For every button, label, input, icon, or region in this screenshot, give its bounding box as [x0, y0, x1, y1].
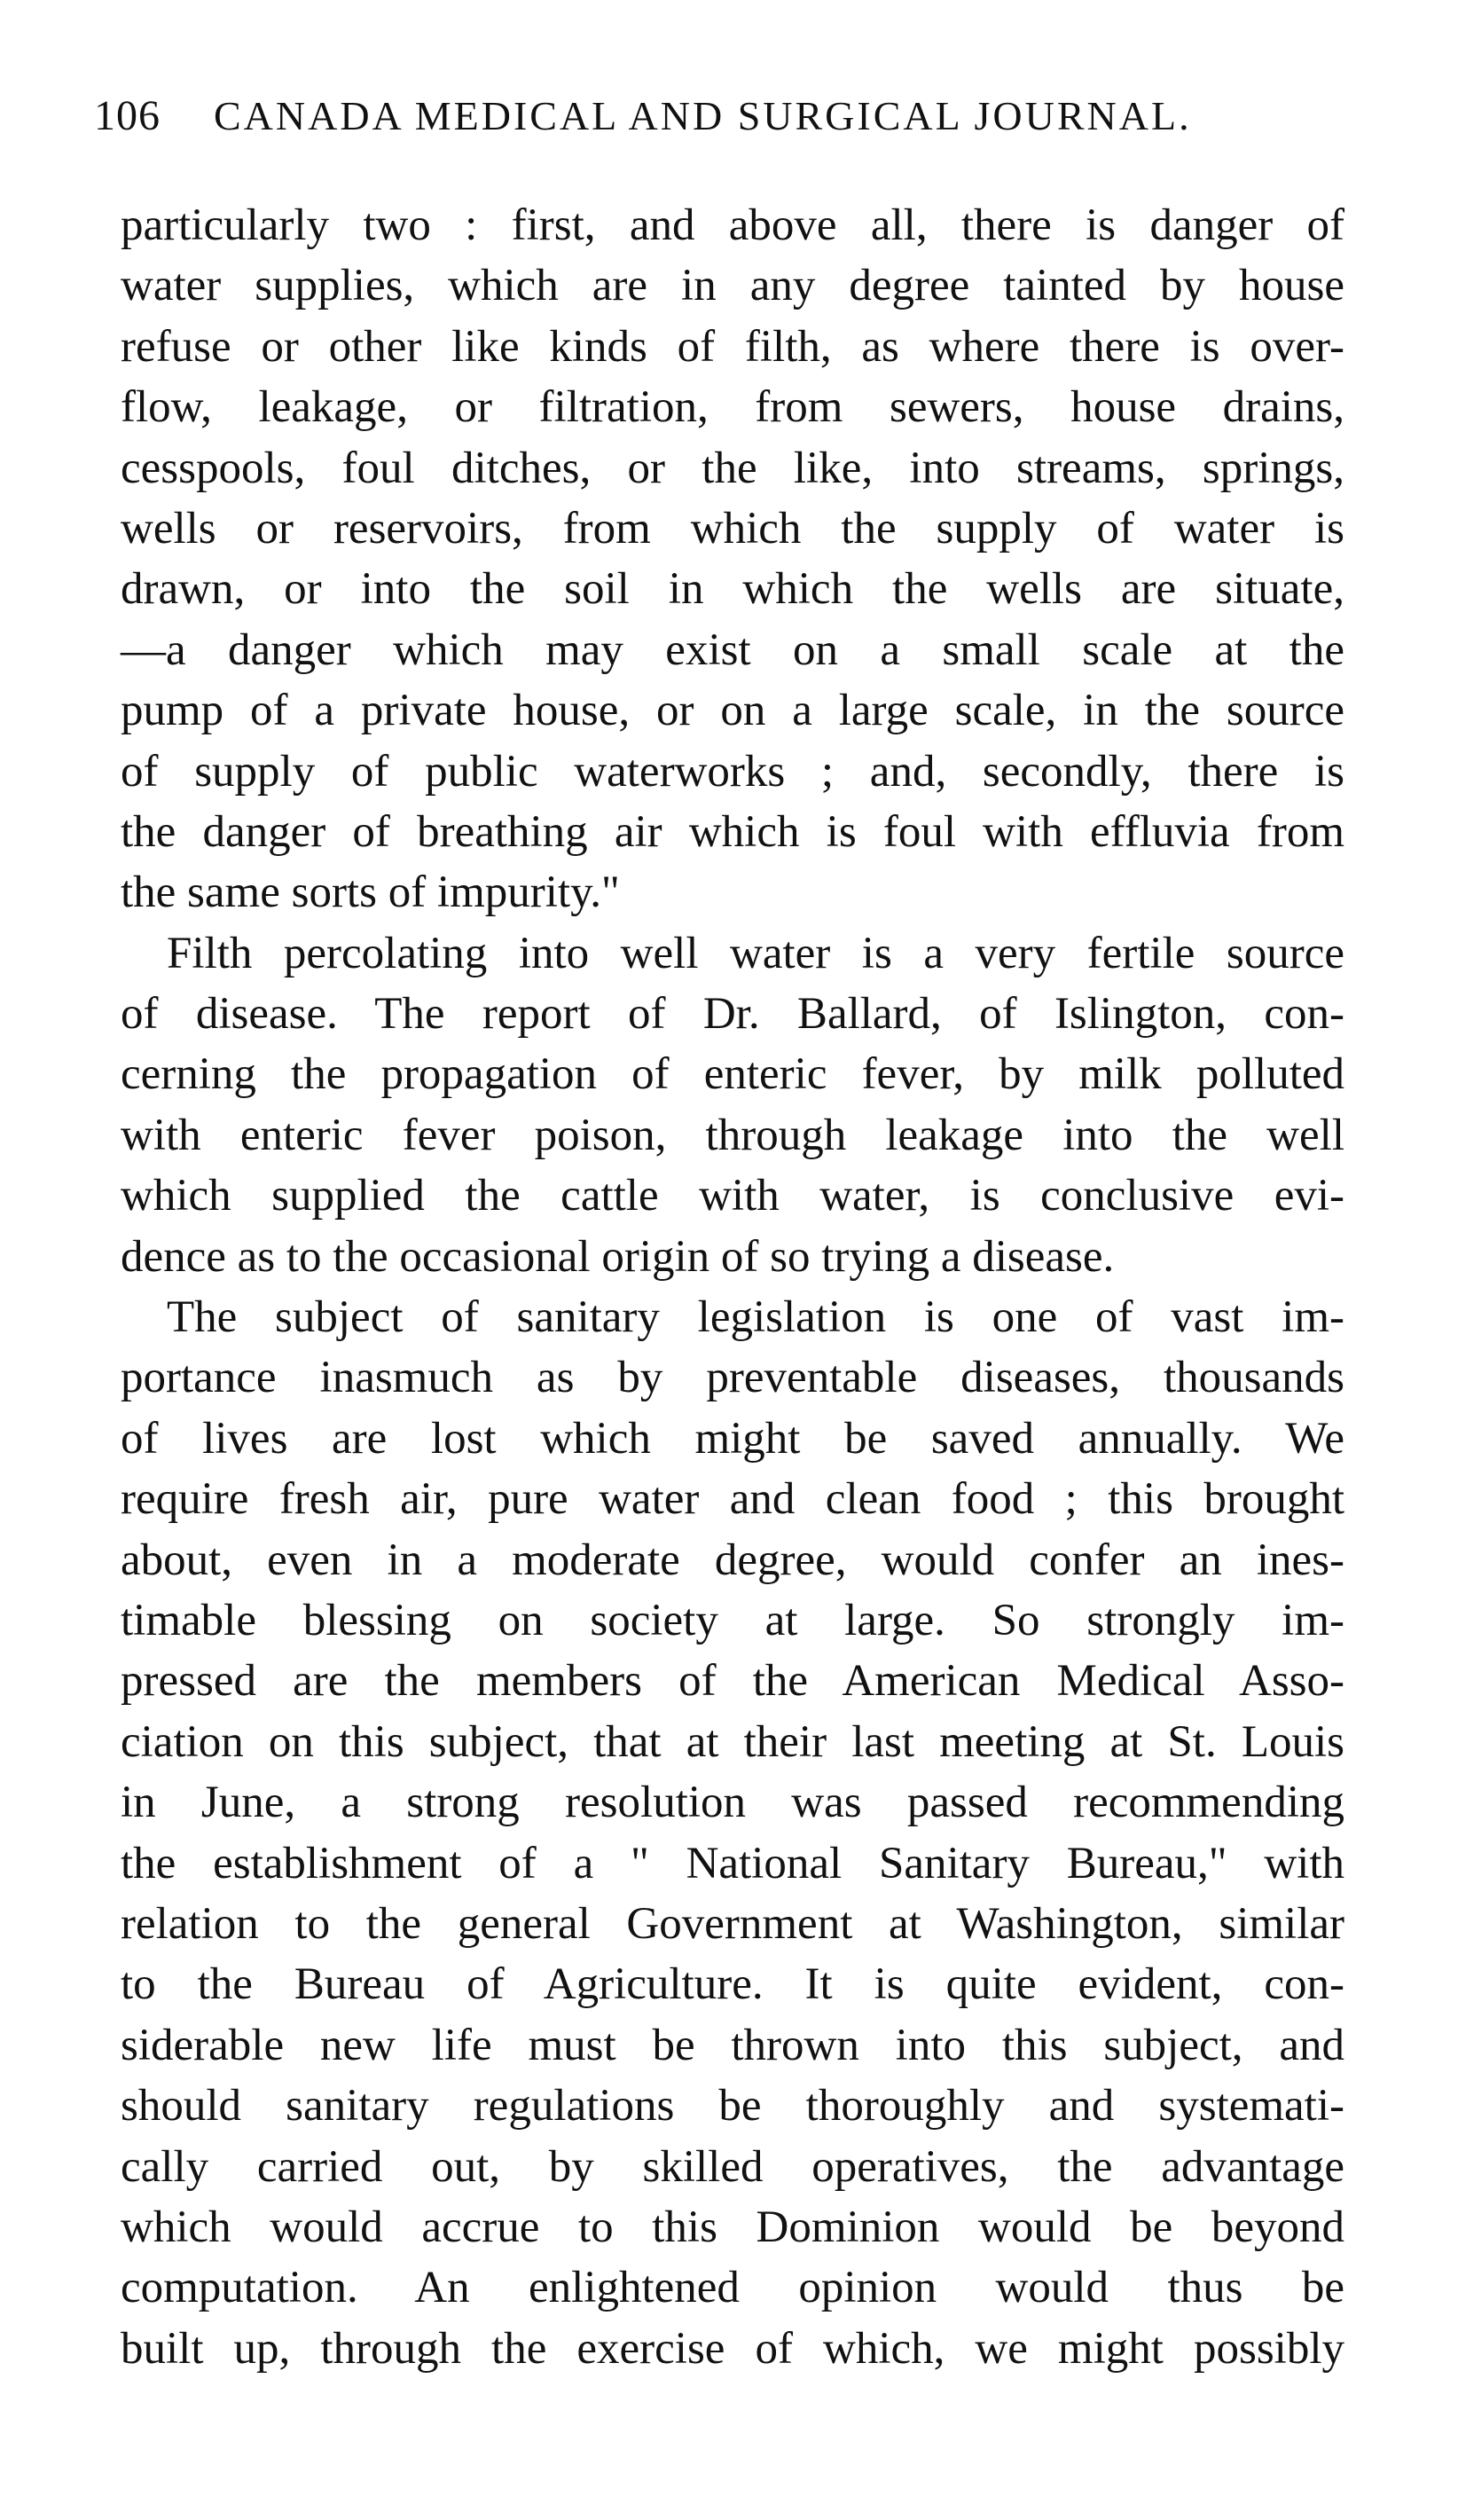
text-line: particularly two : first, and above all, there is danger of — [121, 200, 1344, 250]
text-line: the establishment of a " National Sanitary Bureau," with — [121, 1838, 1344, 1888]
text-line: require fresh air, pure water and clean food ; this brought — [121, 1474, 1344, 1525]
text-line: pump of a private house, or on a large scale, in the source — [121, 686, 1344, 736]
text-line: ciation on this subject, that at their last meeting at St. Louis — [121, 1716, 1344, 1767]
text-line: which would accrue to this Dominion would be beyond — [121, 2202, 1344, 2252]
body-text — [121, 195, 1344, 2379]
text-line: flow, leakage, or filtration, from sewers, house drains, — [121, 382, 1344, 433]
text-line: timable blessing on society at large. So strongly im- — [121, 1595, 1344, 1645]
running-title: CANADA MEDICAL AND SURGICAL JOURNAL. — [214, 93, 1192, 138]
text-line: built up, through the exercise of which, we might possibly — [121, 2323, 1344, 2374]
text-line: in June, a strong resolution was passed recommending — [121, 1778, 1344, 1828]
text-line: the same sorts of impurity." — [121, 867, 620, 918]
text-line: cerning the propagation of enteric fever, by milk polluted — [121, 1049, 1344, 1100]
text-line: about, even in a moderate degree, would confer an ines- — [121, 1535, 1344, 1585]
text-line: should sanitary regulations be thoroughly and systemati- — [121, 2081, 1344, 2131]
text-line: wells or reservoirs, from which the supply of water is — [121, 503, 1344, 553]
text-line: of disease. The report of Dr. Ballard, of Islington, con- — [121, 989, 1344, 1040]
text-line: with enteric fever poison, through leakage into the well — [121, 1110, 1344, 1160]
text-line: cesspools, foul ditches, or the like, into streams, springs, — [121, 443, 1344, 493]
text-line: the danger of breathing air which is foul with effluvia from — [121, 806, 1344, 857]
text-line: dence as to the occasional origin of so trying a disease. — [121, 1231, 1115, 1282]
text-line: computation. An enlightened opinion would thus be — [121, 2263, 1344, 2313]
text-line: water supplies, which are in any degree tainted by house — [121, 261, 1344, 311]
text-line: drawn, or into the soil in which the wells are situate, — [121, 564, 1344, 615]
text-line: of supply of public waterworks ; and, secondly, there is — [121, 746, 1344, 797]
text-line: of lives are lost which might be saved annually. We — [121, 1413, 1344, 1464]
text-line: portance inasmuch as by preventable diseases, thousands — [121, 1353, 1344, 1403]
paragraph-start-line: Filth percolating into well water is a very fertile source — [167, 928, 1344, 978]
text-line: which supplied the cattle with water, is conclusive evi- — [121, 1171, 1344, 1221]
page-header — [94, 85, 1336, 147]
text-line: —a danger which may exist on a small scale at the — [121, 624, 1344, 675]
paragraph-start-line: The subject of sanitary legislation is one of vast im- — [167, 1292, 1344, 1343]
text-line: siderable new life must be thrown into this subject, and — [121, 2020, 1344, 2070]
page-number: 106 — [94, 92, 161, 139]
text-line: cally carried out, by skilled operatives, the advantage — [121, 2141, 1344, 2192]
text-line: pressed are the members of the American Medical Asso- — [121, 1656, 1344, 1707]
text-line: refuse or other like kinds of filth, as where there is over- — [121, 321, 1344, 372]
text-line: relation to the general Government at Washington, similar — [121, 1898, 1344, 1949]
text-line: to the Bureau of Agriculture. It is quite evident, con- — [121, 1959, 1344, 2010]
